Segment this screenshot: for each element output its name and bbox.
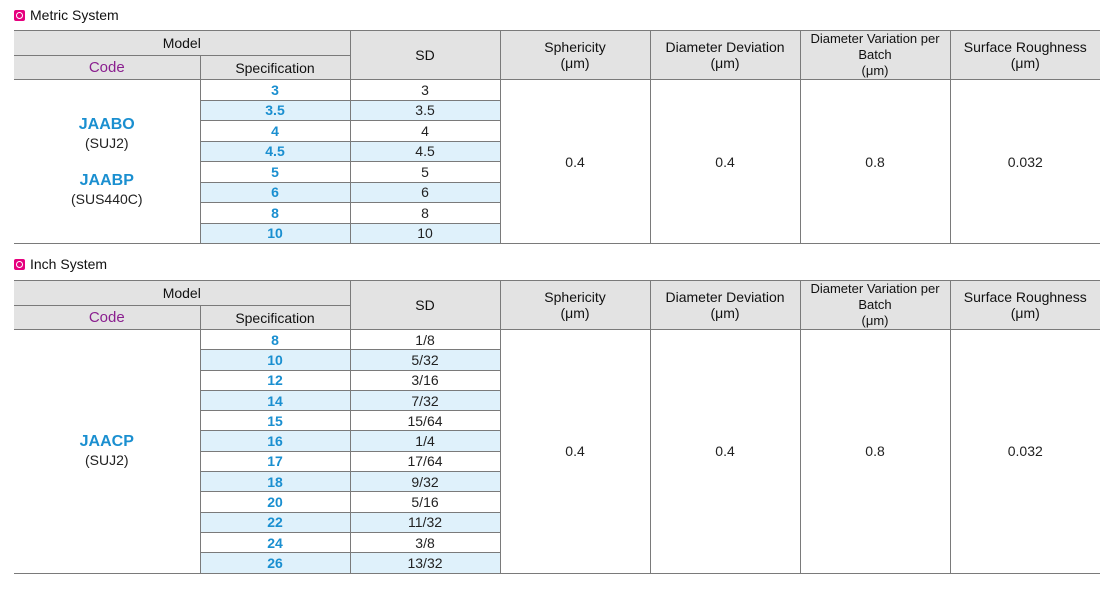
sd-cell: 3/8 (350, 532, 500, 552)
spec-cell: 8 (200, 330, 350, 350)
sd-cell: 7/32 (350, 390, 500, 410)
sd-header: SD (350, 281, 500, 330)
model-header: Model (14, 31, 350, 56)
spec-cell: 3.5 (200, 100, 350, 121)
spec-cell: 26 (200, 553, 350, 573)
spec-cell: 10 (200, 223, 350, 244)
sphericity-value: 0.4 (500, 330, 650, 574)
inch-spec-table (14, 280, 1100, 574)
model-material: (SUJ2) (84, 452, 129, 469)
sd-cell: 3/16 (350, 370, 500, 390)
sd-cell: 13/32 (350, 553, 500, 573)
diameter-deviation-value: 0.4 (650, 80, 800, 244)
surface-roughness-header: Surface Roughness (μm) (950, 281, 1100, 330)
diameter-variation-header: Diameter Variation per Batch (μm) (800, 281, 950, 330)
sd-cell: 1/4 (350, 431, 500, 451)
circle-marker-icon (14, 10, 25, 21)
code-header: Code (14, 306, 200, 330)
sphericity-value: 0.4 (500, 80, 650, 244)
sd-cell: 5 (350, 162, 500, 183)
spec-cell: 16 (200, 431, 350, 451)
model-material: (SUJ2) (84, 134, 129, 151)
metric-spec-table (14, 30, 1100, 244)
diameter-deviation-value: 0.4 (650, 330, 800, 574)
spec-cell: 18 (200, 472, 350, 492)
sd-cell: 10 (350, 223, 500, 244)
sd-cell: 9/32 (350, 472, 500, 492)
sd-cell: 4 (350, 121, 500, 142)
model-cell (14, 330, 200, 574)
table-row (14, 80, 1100, 101)
sd-cell: 5/32 (350, 350, 500, 370)
spec-cell: 5 (200, 162, 350, 183)
spec-cell: 17 (200, 451, 350, 471)
code-header: Code (14, 56, 200, 80)
table-row (14, 330, 1100, 350)
spec-cell: 22 (200, 512, 350, 532)
model-cell (14, 80, 200, 244)
sd-cell: 3.5 (350, 100, 500, 121)
model-code: JAACP (79, 433, 134, 451)
diameter-deviation-header: Diameter Deviation (μm) (650, 31, 800, 80)
model-material: (SUS440C) (70, 190, 143, 207)
specification-header: Specification (200, 306, 350, 330)
diameter-variation-value: 0.8 (800, 80, 950, 244)
spec-cell: 12 (200, 370, 350, 390)
spec-cell: 4 (200, 121, 350, 142)
model-code: JAABO (78, 115, 135, 133)
sd-cell: 6 (350, 182, 500, 203)
circle-marker-icon (14, 259, 25, 270)
model-header: Model (14, 281, 350, 306)
spec-cell: 14 (200, 390, 350, 410)
metric-title-text: Metric System (30, 7, 119, 23)
specification-header: Specification (200, 56, 350, 80)
spec-cell: 10 (200, 350, 350, 370)
sd-cell: 11/32 (350, 512, 500, 532)
diameter-variation-header: Diameter Variation per Batch (μm) (800, 31, 950, 80)
surface-roughness-value: 0.032 (950, 330, 1100, 574)
diameter-deviation-header: Diameter Deviation (μm) (650, 281, 800, 330)
model-code: JAABP (79, 171, 134, 189)
diameter-variation-value: 0.8 (800, 330, 950, 574)
sphericity-header: Sphericity (μm) (500, 281, 650, 330)
surface-roughness-value: 0.032 (950, 80, 1100, 244)
sd-cell: 17/64 (350, 451, 500, 471)
sd-cell: 8 (350, 203, 500, 224)
spec-cell: 8 (200, 203, 350, 224)
inch-section-title (14, 255, 107, 273)
sd-cell: 5/16 (350, 492, 500, 512)
spec-cell: 24 (200, 532, 350, 552)
metric-section-title (14, 6, 119, 24)
sd-cell: 1/8 (350, 330, 500, 350)
spec-cell: 20 (200, 492, 350, 512)
surface-roughness-header: Surface Roughness (μm) (950, 31, 1100, 80)
sd-cell: 15/64 (350, 411, 500, 431)
sd-cell: 4.5 (350, 141, 500, 162)
sd-header: SD (350, 31, 500, 80)
spec-cell: 6 (200, 182, 350, 203)
spec-cell: 3 (200, 80, 350, 101)
sphericity-header: Sphericity (μm) (500, 31, 650, 80)
spec-cell: 15 (200, 411, 350, 431)
inch-title-text: Inch System (30, 256, 108, 272)
spec-cell: 4.5 (200, 141, 350, 162)
sd-cell: 3 (350, 80, 500, 101)
